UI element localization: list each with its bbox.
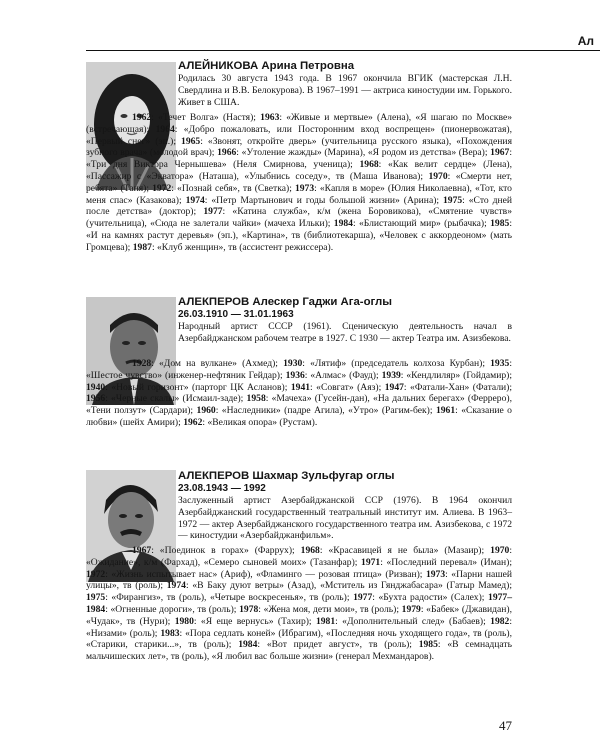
film-year: 1963 bbox=[260, 112, 280, 123]
film-titles: : «Дом на вулкане» (Ахмед); bbox=[151, 358, 284, 369]
film-year: 1958 bbox=[246, 393, 266, 405]
film-year: 1962 bbox=[183, 416, 203, 428]
film-titles: : «Утоление жажды» (Марина), «Я родом из детства» (Вера); bbox=[236, 147, 491, 159]
entry-bio: Народный артист СССР (1961). Сценическую деятельность начал в Азербайджанском рабочем театре в 1927. С 1930 — актер Театра им. Азизбекова. bbox=[178, 321, 512, 344]
entry-bio: Заслуженный артист Азербайджанской ССР (1976). В 1964 окончил Азербайджанский государственный театральный институт им. Алиева. В 1963–1972 — актер Азербайджанского государственного театра им. Азизбекова, с 1972 — киностудии «Азербайджанфильм». bbox=[178, 495, 512, 542]
film-titles: : «В Баку дуют ветры» (Азад), «Мститель из Гянджабасара» (Гатыр Мамед); bbox=[185, 580, 512, 592]
filmography-text bbox=[86, 358, 512, 429]
film-year: 1928 bbox=[132, 358, 152, 369]
filmography-aleynikova bbox=[86, 112, 512, 254]
film-titles: : «Пора седлать коней» (Ибрагим), «Последняя ночь уходящего года», тв (роль), «Старики, старики...», тв (роль); bbox=[86, 627, 512, 651]
film-year: 1966 bbox=[217, 147, 237, 159]
film-year: 1971 bbox=[361, 556, 381, 568]
film-year: 1941 bbox=[290, 381, 311, 393]
film-titles: : «Звонят, откройте дверь» (учительница русского языка), «Похождения зубного врача» (молодой врач); bbox=[86, 135, 512, 159]
film-titles: : «Бабек» (Джавидан), «Чудак», тв (Нури); bbox=[86, 603, 512, 627]
film-year: 1956 bbox=[86, 393, 106, 405]
entry-name: АЛЕКПЕРОВ Шахмар Зульфугар оглы bbox=[178, 470, 395, 482]
film-titles: : «Фатали-Хан» (Фатали); bbox=[403, 381, 513, 393]
film-year: 1974 bbox=[166, 580, 186, 592]
film-titles: : «Низами» (роль); bbox=[86, 615, 512, 639]
film-year: 1968 bbox=[300, 545, 320, 556]
film-titles: : «Жизнь испытывает нас» (Ариф), «Фламинго — розовая птица» (Ризван); bbox=[105, 568, 426, 580]
film-year: 1985 bbox=[490, 218, 510, 230]
film-titles: : «Кендлиляр» (Гойдамир); bbox=[400, 369, 512, 381]
film-titles: : «Жена моя, дети мои», тв (роль); bbox=[258, 603, 402, 615]
film-year: 1947 bbox=[384, 381, 404, 393]
entry-alekperov-alesker bbox=[178, 296, 512, 345]
film-year: 1981 bbox=[315, 615, 336, 627]
film-titles: : «Бухта радости» (Салех); bbox=[372, 592, 489, 604]
page-number: 47 bbox=[499, 718, 512, 733]
film-titles: : «Катина служба», к/м (жена Боровикова), «Смятение чувств» (учительница), «Сюда не залетали чайки» (мачеха Ильки); bbox=[86, 206, 512, 230]
film-titles: : «Парни нашей улицы», тв (роль); bbox=[86, 568, 512, 592]
film-year: 1965 bbox=[181, 135, 201, 147]
film-titles: : «Красавицей я не была» (Мазаир); bbox=[319, 545, 491, 556]
film-titles: : «Мачеха» (Гусейн-дан), «На дальних берегах» (Ферреро), «Тени ползут» (Сардари); bbox=[86, 393, 512, 417]
film-year: 1973 bbox=[294, 182, 315, 194]
film-year: 1980 bbox=[174, 615, 194, 627]
film-titles: : «Сказание о любви» (шейх Амири); bbox=[86, 405, 512, 428]
film-year: 1940 bbox=[86, 381, 106, 393]
film-year: 1936 bbox=[285, 369, 305, 381]
film-titles: : «Течет Волга» (Настя); bbox=[151, 112, 261, 123]
film-year: 1972 bbox=[86, 568, 106, 580]
film-year: 1962 bbox=[132, 112, 152, 123]
film-year: 1977 bbox=[203, 206, 223, 218]
film-titles: : «Шестое чувство» (инженер-нефтяник Гейдар); bbox=[86, 358, 512, 381]
film-titles: : «Вот придет август», тв (роль); bbox=[257, 639, 419, 651]
film-year: 1983 bbox=[160, 627, 180, 639]
film-year: 1964 bbox=[155, 123, 175, 135]
film-titles: : «Ожидание», к/м (Фархад), «Семеро сыновей моих» (Тазанфар); bbox=[86, 545, 512, 568]
film-year: 1960 bbox=[196, 405, 216, 417]
film-year: 1967 bbox=[490, 147, 510, 159]
film-titles: : «Огненные дороги», тв (роль); bbox=[105, 603, 240, 615]
film-titles: : «Капля в море» (Юлия Николаевна), «Тот, кто меня спас» (Казакова); bbox=[86, 182, 512, 206]
film-year: 1977–1984 bbox=[86, 592, 512, 615]
film-titles: : «Я еще вернусь» (Тахир); bbox=[193, 615, 316, 627]
entry-name: АЛЕЙНИКОВА Арина Петровна bbox=[178, 60, 355, 72]
entry-name: АЛЕКПЕРОВ Алескер Гаджи Ага-оглы bbox=[178, 296, 392, 308]
film-year: 1972 bbox=[152, 182, 172, 194]
film-titles: : «Новый горизонт» (парторг ЦК Асланов); bbox=[105, 381, 291, 393]
film-titles: : «Блистающий мир» (рыбачка); bbox=[352, 218, 491, 230]
film-year: 1984 bbox=[238, 639, 258, 651]
film-year: 1978 bbox=[239, 603, 259, 615]
entry-alekperov-shahmar bbox=[178, 470, 512, 542]
entry-bio: Родилась 30 августа 1943 года. В 1967 окончила ВГИК (мастерская Л.Н. Свердлина и В.В. Белокурова). В 1967–1991 — актриса киностудии им. Горького. Живет в США. bbox=[178, 73, 512, 108]
filmography-text bbox=[86, 112, 512, 254]
film-titles: : «Совгат» (Аяз); bbox=[310, 381, 385, 393]
filmography-alekperov-alesker bbox=[86, 358, 512, 429]
film-titles: : «Дополнительный след» (Бабаев); bbox=[335, 615, 491, 627]
header-label: Ал bbox=[577, 34, 594, 48]
film-titles: : «Алмас» (Фауд); bbox=[304, 369, 382, 381]
entry-aleynikova bbox=[178, 60, 512, 108]
film-year: 1970 bbox=[428, 170, 448, 182]
running-header bbox=[86, 34, 600, 51]
film-year: 1967 bbox=[132, 545, 152, 556]
film-titles: : «Фирангиз», тв (роль), «Четыре воскресенья», тв (роль); bbox=[105, 592, 354, 604]
film-titles: : «Клуб женщин», тв (ассистент режиссера). bbox=[151, 241, 334, 253]
film-year: 1982 bbox=[490, 615, 510, 627]
film-titles: : «Живые и мертвые» (Алена), «Я шагаю по Москве» (встречающая); bbox=[86, 112, 512, 135]
film-titles: : «Петр Мартынович и годы большой жизни» (Арина); bbox=[204, 194, 443, 206]
film-year: 1979 bbox=[401, 603, 421, 615]
film-year: 1930 bbox=[283, 358, 303, 369]
film-titles: : «Как велит сердце» (Лена), «Пассажир с «Экватора» (Наташа), «Улыбнись соседу», тв (Маша Иванова); bbox=[86, 159, 512, 182]
film-titles: : «Сто дней после детства» (доктор); bbox=[86, 194, 512, 218]
film-year: 1968 bbox=[359, 159, 379, 171]
film-year: 1975 bbox=[442, 194, 463, 206]
film-year: 1974 bbox=[185, 194, 205, 206]
film-titles: : «Великая опора» (Рустам). bbox=[202, 416, 318, 428]
film-year: 1987 bbox=[132, 241, 152, 253]
film-titles: : «Познай себя», тв (Светка); bbox=[171, 182, 295, 194]
film-year: 1977 bbox=[353, 592, 373, 604]
film-titles: : «Добро пожаловать, или Посторонним вход воспрещен» (пионервожатая), «Первый снег» (эп.); bbox=[86, 123, 512, 147]
film-titles: : «В семнадцать мальчишеских лет», тв (роль), «Я любил вас больше жизни» (генерал Мехмандаров). bbox=[86, 639, 512, 663]
film-titles: : «Последний перевал» (Иман); bbox=[380, 556, 512, 568]
film-year: 1939 bbox=[381, 369, 401, 381]
entry-dates: 26.03.1910 — 31.01.1963 bbox=[178, 309, 294, 320]
entry-dates: 23.08.1943 — 1992 bbox=[178, 483, 266, 494]
film-year: 1975 bbox=[86, 592, 106, 604]
filmography-alekperov-shahmar bbox=[86, 545, 512, 663]
film-titles: : «Наследники» (падре Агила), «Утро» (Рагим-бек); bbox=[215, 405, 436, 417]
film-year: 1961 bbox=[435, 405, 456, 417]
film-titles: : «Черные скалы» (Исмаил-заде); bbox=[105, 393, 247, 405]
film-titles: : «И на камнях растут деревья» (эп.), «Картина», тв (библиотекарша), «Человек с аккордеоном» (мать Громцева); bbox=[86, 218, 512, 253]
film-year: 1985 bbox=[418, 639, 438, 651]
film-titles: : «Лятиф» (председатель колхоза Курбан); bbox=[302, 358, 491, 369]
film-year: 1973 bbox=[425, 568, 446, 580]
film-year: 1935 bbox=[490, 358, 510, 369]
film-titles: : «Поединок в горах» (Фаррух); bbox=[151, 545, 301, 556]
film-titles: : «Смерти нет, ребята» (Таня); bbox=[86, 170, 512, 194]
film-year: 1984 bbox=[333, 218, 353, 230]
film-year: 1970 bbox=[490, 545, 510, 556]
filmography-text bbox=[86, 545, 512, 663]
film-titles: : «Три дня Виктора Чернышева» (Неля Смирнова, ученица); bbox=[86, 147, 512, 171]
